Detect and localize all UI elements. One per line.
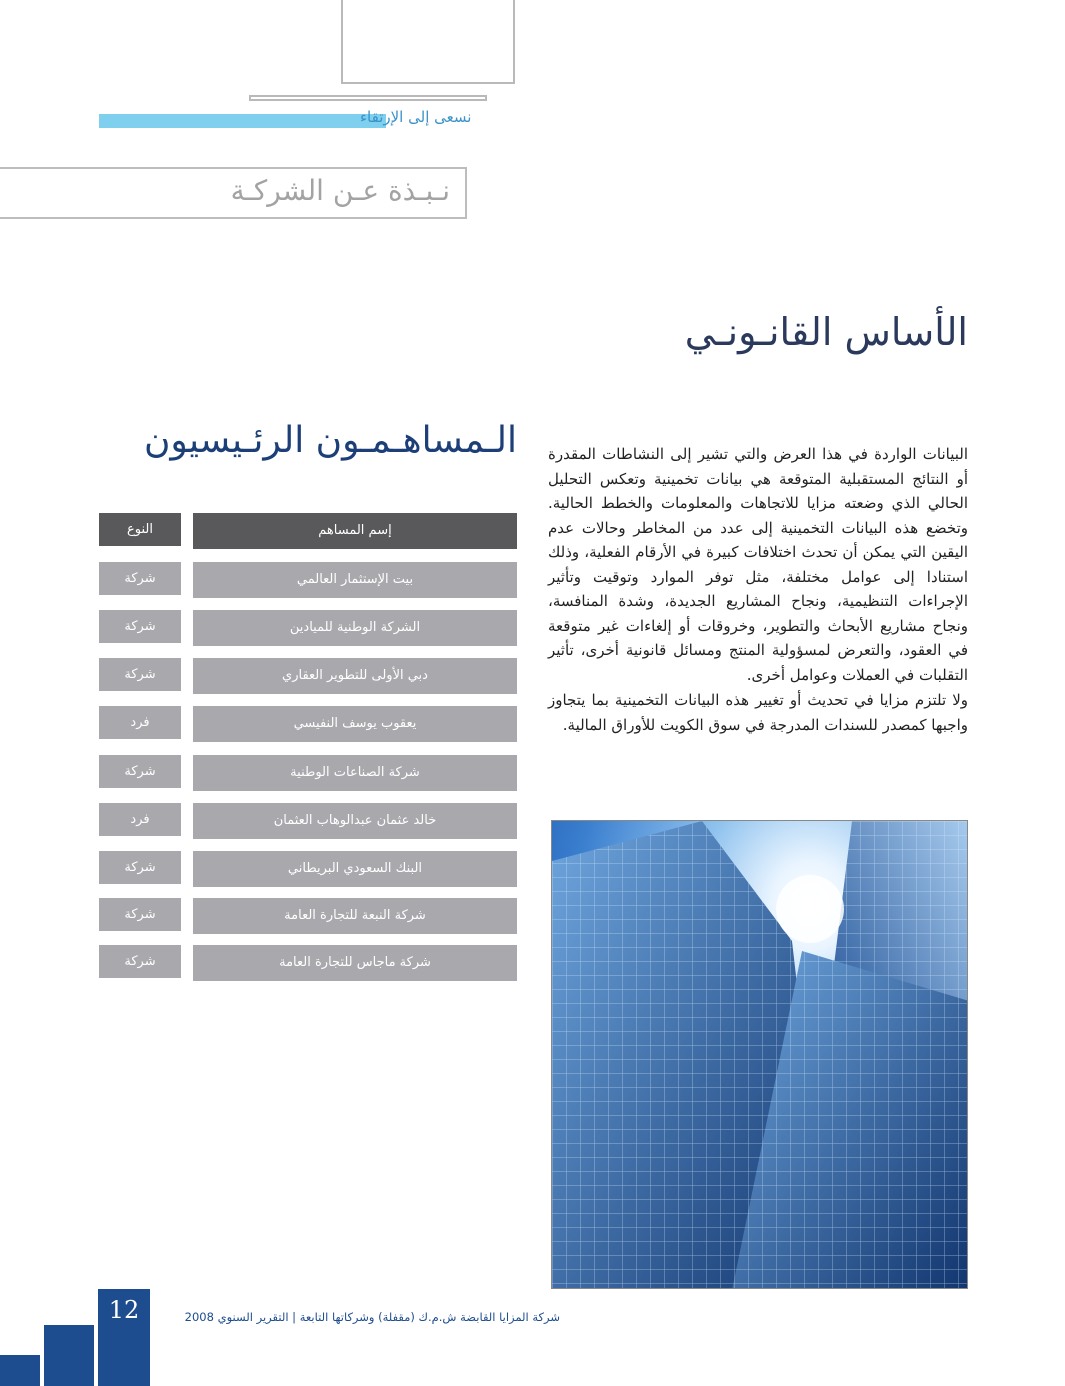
table-row	[99, 610, 517, 646]
shareholder-type: شركة	[99, 658, 181, 691]
tagline: نسعى إلى الإرتقاء	[360, 108, 472, 126]
table-row	[99, 803, 517, 839]
shareholder-type: شركة	[99, 755, 181, 788]
legal-basis-title: الأساس القانـونـي	[684, 310, 968, 354]
legal-paragraph-2: ولا تلتزم مزايا في تحديث أو تغيير هذه البيانات التخمينية بما يتجاوز واجبها كمصدر للسندات المدرجة في سوق الكويت للأوراق المالية.	[548, 691, 968, 734]
section-title: نـبـذة عـن الشركـة	[230, 174, 450, 207]
table-row	[99, 658, 517, 694]
table-header-row	[99, 513, 517, 549]
shareholder-name: شركة ماجاس للتجارة العامة	[193, 945, 517, 981]
table-row	[99, 562, 517, 598]
shareholder-type: شركة	[99, 945, 181, 978]
shareholder-type: فرد	[99, 706, 181, 739]
footer-block	[44, 1325, 94, 1386]
legal-paragraph-1: البيانات الواردة في هذا العرض والتي تشير إلى النشاطات المقدرة أو النتائج المستقبلية المتوقعة هي بيانات تخمينية وتعكس التحليل الحالي الذي وضعته مزايا للاتجاهات والمعلومات والخطط الحالية. وتخضع هذه البيانات التخمينية إلى عدد من المخاطر وحالات عدم اليقين التي يمكن أن تحدث اختلافات كبيرة في الأرقام الفعلية، وذلك استنادا إلى عوامل مختلفة، مثل توفر الموارد وتوقيت وتأثير الإجراءات التنظيمية، ونجاح المشاريع الجديدة، وشدة المنافسة، ونجاح مشاريع الأبحاث والتطوير، وخروقات أو إلغاءات غير متوقعة في العقود، والتعرض لمسؤولية المنتج ومسائل قانونية أخرى، تأثير التقلبات في العملات وعوامل أخرى.	[548, 445, 968, 684]
shareholder-name: بيت الإستثمار العالمي	[193, 562, 517, 598]
shareholder-type: فرد	[99, 803, 181, 836]
decorative-frame	[341, 0, 515, 84]
shareholder-name: دبي الأولى للتطوير العقاري	[193, 658, 517, 694]
table-row	[99, 755, 517, 791]
header-name: إسم المساهم	[193, 513, 517, 549]
shareholder-type: شركة	[99, 562, 181, 595]
tagline-bar	[99, 114, 386, 128]
table-row	[99, 898, 517, 934]
shareholder-name: الشركة الوطنية للميادين	[193, 610, 517, 646]
page-number: 12	[108, 1296, 140, 1324]
footer-text: شركة المزايا القابضة ش.م.ك (مقفلة) وشركاتها التابعة | التقرير السنوي 2008	[184, 1310, 560, 1324]
table-row	[99, 851, 517, 887]
skyscraper-photo	[551, 820, 968, 1289]
shareholders-title: الـمساهـمـون الرئـيسيون	[143, 420, 517, 461]
shareholder-name: يعقوب يوسف النفيسي	[193, 706, 517, 742]
table-row	[99, 945, 517, 981]
shareholder-type: شركة	[99, 851, 181, 884]
shareholder-type: شركة	[99, 898, 181, 931]
decorative-bar	[249, 95, 487, 101]
shareholder-name: خالد عثمان عبدالوهاب العثمان	[193, 803, 517, 839]
shareholder-name: البنك السعودي البريطاني	[193, 851, 517, 887]
shareholder-type: شركة	[99, 610, 181, 643]
table-row	[99, 706, 517, 742]
footer-block	[0, 1355, 40, 1386]
shareholder-name: شركة النبعة للتجارة العامة	[193, 898, 517, 934]
header-type: النوع	[99, 513, 181, 546]
skyscraper-illustration	[552, 821, 968, 1289]
shareholder-name: شركة الصناعات الوطنية	[193, 755, 517, 791]
